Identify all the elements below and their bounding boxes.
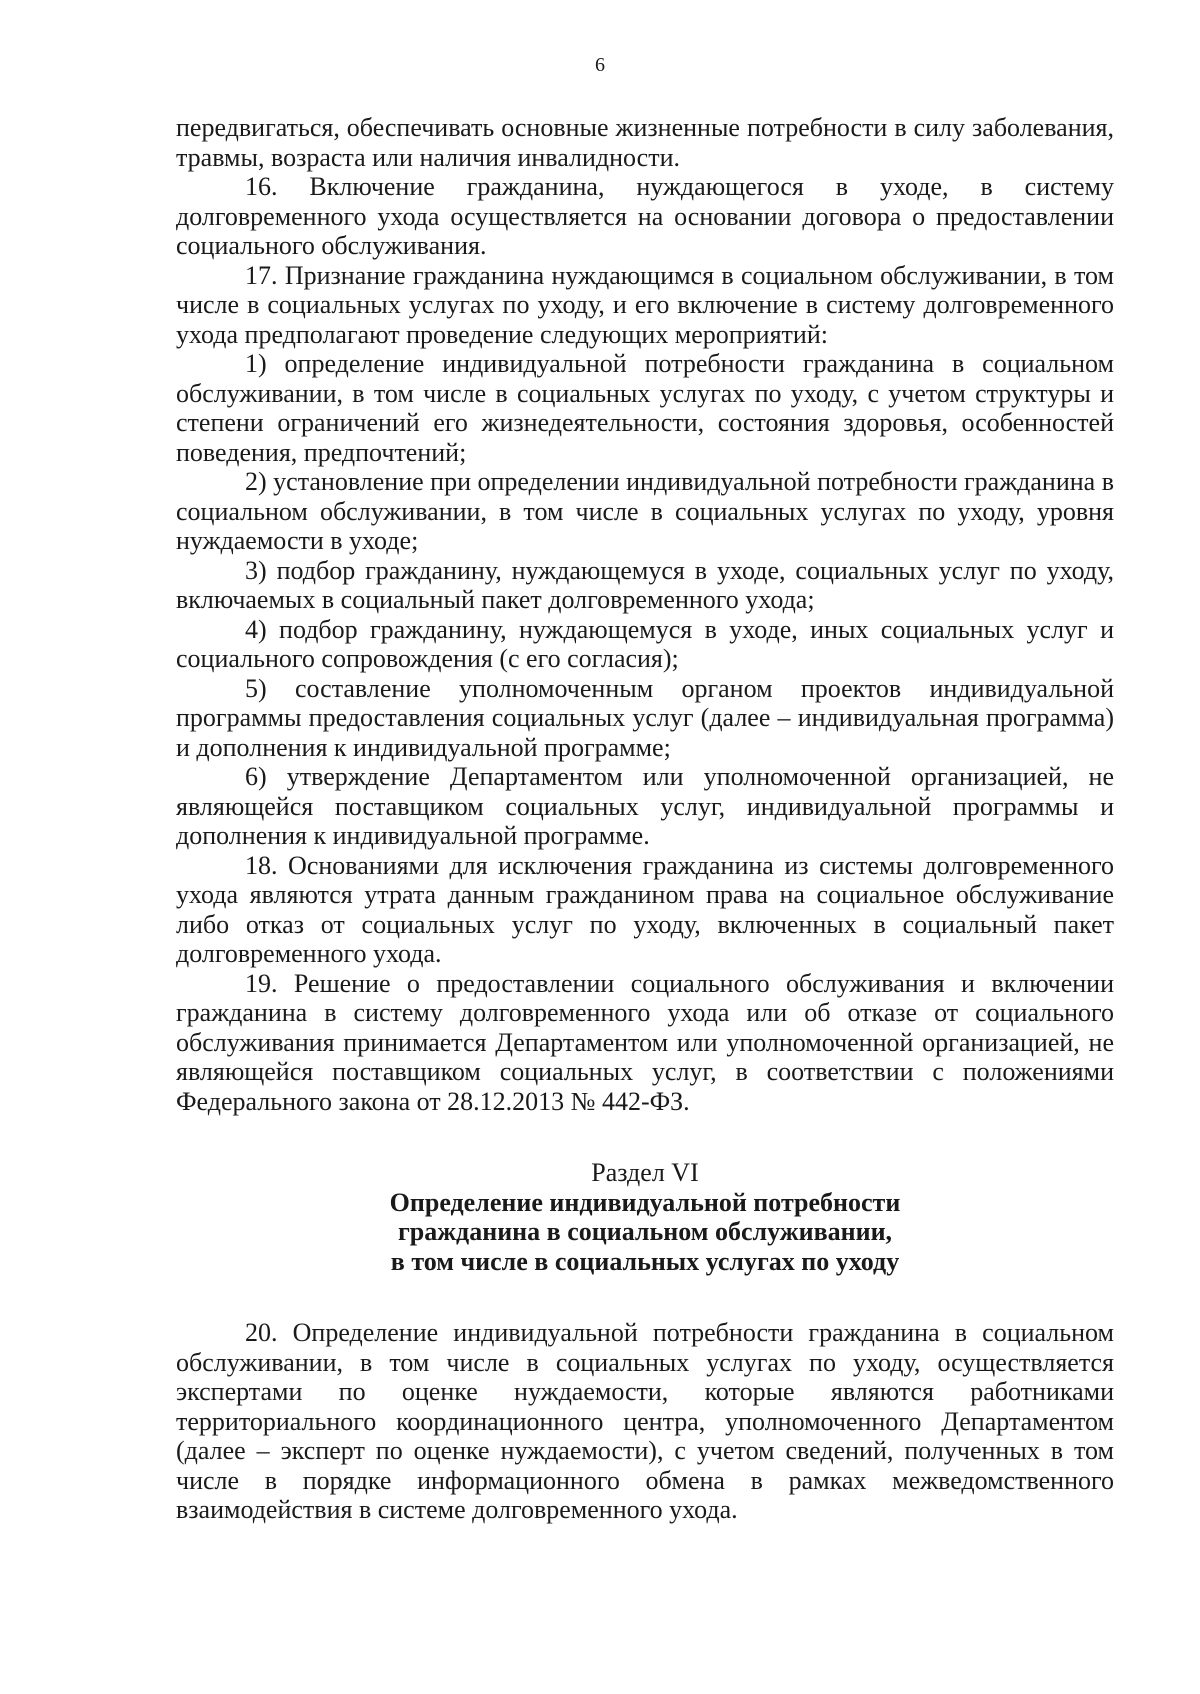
paragraph-19: 19. Решение о предоставлении социального обслуживания и включении гражданина в систему долговременного ухода или об отказе от социального обслуживания принимается Департаментом или уполномоченной организацией, не являющейся поставщиком социальных услуг, в соответствии с положениями Федерального закона от 28.12.2013 № 442-ФЗ.: [176, 968, 1114, 1116]
paragraphs-before-section: [176, 113, 1114, 1116]
list-item-1: 1) определение индивидуальной потребности гражданина в социальном обслуживании, в том числе в социальных услугах по уходу, с учетом структуры и степени ограничений его жизнедеятельности, состояния здоровья, особенностей поведения, предпочтений;: [176, 349, 1114, 467]
list-item-2: 2) установление при определении индивидуальной потребности гражданина в социальном обслуживании, в том числе в социальных услугах по уходу, уровня нуждаемости в уходе;: [176, 467, 1114, 555]
paragraph-continuation: передвигаться, обеспечивать основные жизненные потребности в силу заболевания, травмы, возраста или наличия инвалидности.: [176, 113, 1114, 172]
list-item-5: 5) составление уполномоченным органом проектов индивидуальной программы предоставления социальных услуг (далее – индивидуальная программа) и дополнения к индивидуальной программе;: [176, 673, 1114, 762]
paragraphs-after-section: [176, 1318, 1114, 1525]
paragraph-20: 20. Определение индивидуальной потребности гражданина в социальном обслуживании, в том числе в социальных услугах по уходу, осуществляется экспертами по оценке нуждаемости, которые являются работниками территориального координационного центра, уполномоченного Департаментом (далее – эксперт по оценке нуждаемости), с учетом сведений, полученных в том числе в порядке информационного обмена в рамках межведомственного взаимодействия в системе долговременного ухода.: [176, 1318, 1114, 1524]
section-title-line: гражданина в социальном обслуживании,: [397, 1217, 893, 1246]
section-title-line: в том числе в социальных услугах по уходу: [390, 1246, 900, 1276]
paragraph-16: 16. Включение гражданина, нуждающегося в уходе, в систему долговременного ухода осуществляется на основании договора о предоставлении социального обслуживания.: [176, 172, 1114, 260]
list-item-4: 4) подбор гражданину, нуждающемуся в уходе, иных социальных услуг и социального сопровождения (с его согласия);: [176, 614, 1114, 673]
section-heading: [176, 1158, 1114, 1276]
list-item-6: 6) утверждение Департаментом или уполномоченной организацией, не являющейся поставщиком социальных услуг, индивидуальной программы и дополнения к индивидуальной программе.: [176, 762, 1114, 850]
paragraph-18: 18. Основаниями для исключения гражданина из системы долговременного ухода являются утрата данным гражданином права на социальное обслуживание либо отказ от социальных услуг по уходу, включенных в социальный пакет долговременного ухода.: [176, 850, 1114, 968]
document-body: [176, 113, 1114, 1525]
section-label: Раздел VI: [591, 1158, 699, 1187]
paragraph-17: 17. Признание гражданина нуждающимся в социальном обслуживании, в том числе в социальных услугах по уходу, и его включение в систему долговременного ухода предполагают проведение следующих мероприятий:: [176, 260, 1114, 349]
list-item-3: 3) подбор гражданину, нуждающемуся в уходе, социальных услуг по уходу, включаемых в социальный пакет долговременного ухода;: [176, 555, 1114, 614]
section-title-line: Определение индивидуальной потребности: [389, 1187, 901, 1217]
page-number: 6: [595, 54, 605, 76]
